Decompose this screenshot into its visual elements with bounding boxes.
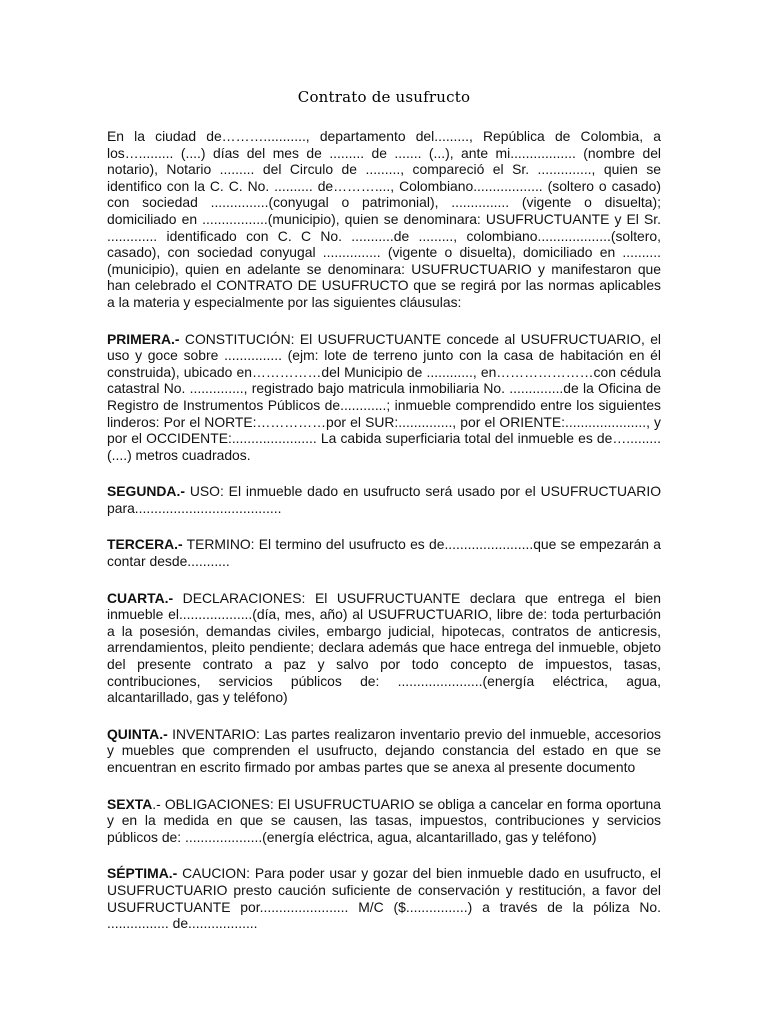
clause-septima	[107, 865, 661, 931]
clause-sexta	[107, 796, 661, 846]
clause-primera	[107, 331, 661, 464]
clause-text: DECLARACIONES: El USUFRUCTUANTE declara que entrega el bien inmueble el...................(día, mes, año) al USUFRUCTUARIO, libre de: toda perturbación a la posesión, demandas civiles, embargo judicial, hipotecas, contratos de anticresis, arrendamientos, pleito pendiente; declara además que hace entrega del inmueble, objeto del presente contrato a paz y salvo por todo concepto de impuestos, tasas, contribuciones, servicios públicos de: ......................(energía eléctrica, agua, alcantarillado, gas y teléfono)	[107, 589, 661, 706]
clause-text: TERMINO: El termino del usufructo es de.......................que se empezarán a contar desde...........	[107, 536, 661, 570]
clause-cuarta	[107, 590, 661, 706]
clause-label: QUINTA.-	[107, 725, 168, 742]
clause-text: CAUCION: Para poder usar y gozar del bien inmueble dado en usufructo, el USUFRUCTUARIO presto caución suficiente de conservación y restitución, a favor del USUFRUCTUANTE por....................... M/C ($................) a través de la póliza No. ................ de..................	[107, 865, 661, 932]
clause-label: PRIMERA.-	[107, 330, 180, 347]
clause-text: INVENTARIO: Las partes realizaron inventario previo del inmueble, accesorios y muebles que comprenden el usufructo, dejando constancia del estado en que se encuentran en escrito firmado por ambas partes que se anexa al presente documento	[107, 725, 661, 775]
clause-label: SEXTA	[107, 795, 153, 812]
clause-text: CONSTITUCIÓN: El USUFRUCTUANTE concede al USUFRUCTUARIO, el uso y goce sobre ............... (ejm: lote de terreno junto con la casa de habitación en él construida), ubicado en……………del Municipio de ............, en…………………con cédula catastral No. .............., registrado bajo matricula inmobiliaria No. ..............de la Oficina de Registro de Instrumentos Públicos de............; inmueble comprendido entre los siguientes linderos: Por el NORTE:……………por el SUR:.............., por el ORIENTE:....................., y por el OCCIDENTE:...................... La cabida superficiaria total del inmueble es de…......... (....) metros cuadrados.	[107, 330, 661, 463]
document-title: Contrato de usufructo	[297, 88, 471, 106]
clause-quinta	[107, 726, 661, 776]
clause-text: USO: El inmueble dado en usufructo será usado por el USUFRUCTUARIO para......................................	[107, 483, 661, 516]
clause-segunda	[107, 483, 661, 516]
clause-text: .- OBLIGACIONES: El USUFRUCTUARIO se obliga a cancelar en forma oportuna y en la medida en que se causen, las tasas, impuestos, contribuciones y servicios públicos de: ....................(energía eléctrica, agua, alcantarillado, gas y teléfono)	[107, 795, 661, 845]
clause-label: CUARTA.-	[107, 589, 174, 606]
clause-label: TERCERA.-	[107, 536, 183, 553]
clause-label: SÉPTIMA.-	[107, 865, 178, 882]
clause-tercera	[107, 536, 661, 569]
document-page	[107, 88, 661, 952]
clause-label: SEGUNDA.-	[107, 483, 185, 500]
intro-paragraph: En la ciudad de………..........., departamento del........., República de Colombia, a los…......... (....) días del mes de ......... de ....... (...), ante mi................. (nombre del notario), Notario ......... del Circulo de ........., compareció el Sr. .............., quien se identifico con la C. C. No. .......... de………...., Colombiano.................. (soltero o casado) con sociedad ...............(conyugal o patrimonial), ............... (vigente o disuelta); domiciliado en .................(municipio), quien se denominara: USUFRUCTUANTE y El Sr. ............. identificado con C. C No. ...........de ........., colombiano...................(soltero, casado), con sociedad conyugal ............... (vigente o disuelta), domiciliado en .......... (municipio), quien en adelante se denominara: USUFRUCTUARIO y manifestaron que han celebrado el CONTRATO DE USUFRUCTO que se regirá por las normas aplicables a la materia y especialmente por las siguientes cláusulas:	[107, 128, 661, 310]
